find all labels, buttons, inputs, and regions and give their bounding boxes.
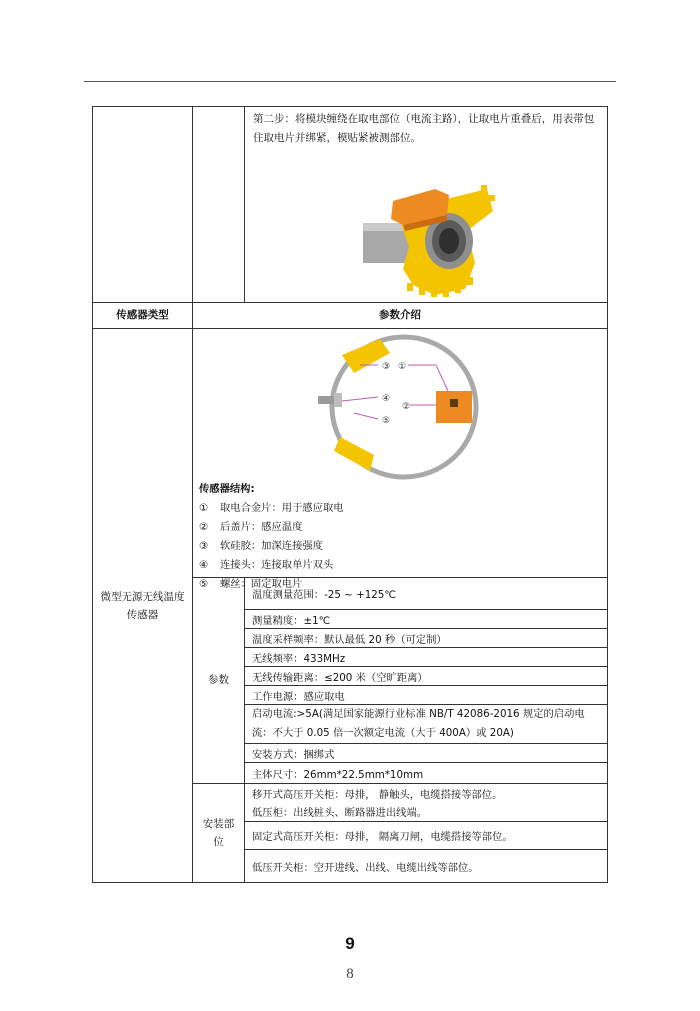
install-list <box>245 784 607 882</box>
header-rule <box>84 81 616 82</box>
param-row: 安装方式：捆绑式 <box>245 744 607 763</box>
step-two-text: 第二步：将模块缠绕在取电部位（电流主路），让取电片重叠后，用表带包住取电片并绑紧，模贴紧被测部位。 <box>253 113 595 144</box>
param-row: 无线频率：433MHz <box>245 648 607 667</box>
param-row: 温度测量范围：-25 ~ +125℃ <box>245 578 607 610</box>
param-row: 温度采样频率：默认最低 20 秒（可定制） <box>245 629 607 648</box>
structure-title: 传感器结构: <box>199 483 255 495</box>
callout-2: ② <box>402 402 411 412</box>
callout-5: ⑤ <box>382 416 391 426</box>
params-section <box>193 578 607 784</box>
param-row: 无线传输距离：≤200 米（空旷距离） <box>245 667 607 686</box>
list-item: ① 取电合金片：用于感应取电 <box>199 502 344 514</box>
params-label: 参数 <box>193 578 245 783</box>
list-item: 低压柜：出线桩头、断路器进出线端。 <box>252 807 428 819</box>
page-number-secondary: 8 <box>346 966 354 982</box>
install-row: 低压开关柜：空开进线、出线、电缆出线等部位。 <box>252 861 479 874</box>
table-row <box>93 107 607 303</box>
header-sensor-type: 传感器类型 <box>93 303 193 328</box>
callout-1: ① <box>398 362 407 372</box>
param-row: 工作电源：感应取电 <box>245 686 607 705</box>
installation-photo <box>363 181 497 297</box>
sensor-detail-row <box>93 329 607 882</box>
sensor-type-name: 微型无源无线温度传感器 <box>93 329 193 882</box>
list-item: ③ 软硅胶：加深连接强度 <box>199 540 323 552</box>
param-row: 主体尺寸：26mm*22.5mm*10mm <box>252 768 424 781</box>
header-parameters: 参数介绍 <box>379 309 421 321</box>
structure-list <box>199 480 344 594</box>
param-row: 测量精度：±1℃ <box>245 610 607 629</box>
list-item: ④ 连接头：连接取单片双头 <box>199 559 334 571</box>
table-header-row <box>93 303 607 329</box>
sensor-structure-diagram <box>318 333 488 483</box>
structure-section <box>193 329 607 590</box>
install-row <box>245 784 607 822</box>
list-item: ② 后盖片：感应温度 <box>199 521 303 533</box>
page-number: 9 <box>345 934 355 953</box>
list-item: 移开式高压开关柜：母排， 静触头，电缆搭接等部位。 <box>252 789 503 801</box>
install-row: 固定式高压开关柜：母排， 隔离刀闸，电缆搭接等部位。 <box>245 822 607 850</box>
parameter-table <box>92 106 608 883</box>
install-label: 安装部位 <box>193 784 245 882</box>
callout-4: ④ <box>382 394 391 404</box>
params-list <box>245 578 607 783</box>
list-item: ⑤ 螺丝：固定取电片 <box>199 578 303 590</box>
callout-3: ③ <box>382 362 391 372</box>
param-row: 启动电流:>5A(满足国家能源行业标准 NB/T 42086-2016 规定的启动电流：不大于 0.05 倍一次额定电流（大于 400A）或 20A) <box>245 705 607 744</box>
install-section <box>193 784 607 882</box>
